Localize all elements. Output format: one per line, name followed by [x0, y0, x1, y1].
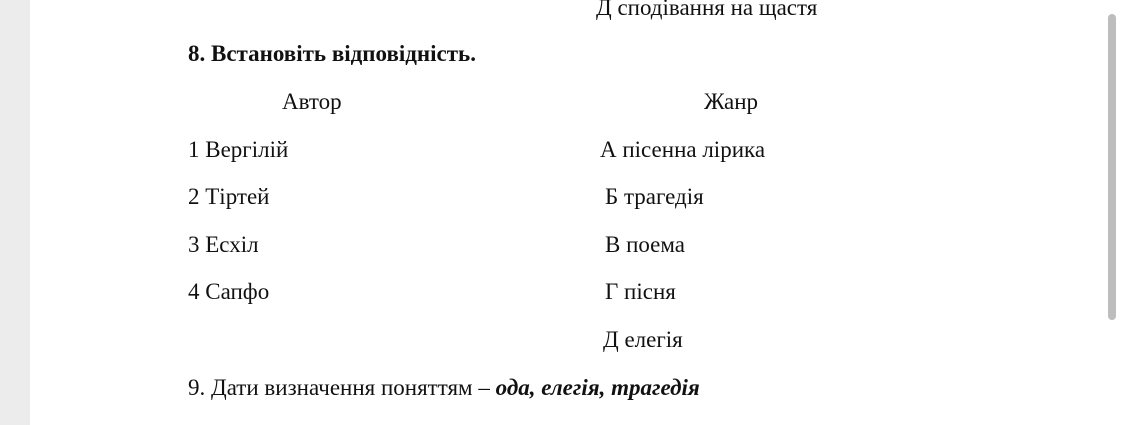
- author-item: 2 Тіртей: [188, 184, 270, 209]
- column-header-author: Автор: [282, 89, 342, 114]
- question-8-title: 8. Встановіть відповідність.: [188, 41, 476, 66]
- genre-item: А пісенна лірика: [600, 137, 766, 162]
- author-item: 3 Есхіл: [188, 232, 259, 257]
- genre-item: В поема: [605, 232, 685, 257]
- question-9: [188, 374, 700, 402]
- author-item: 4 Сапфо: [188, 279, 270, 304]
- column-header-genre: Жанр: [704, 89, 759, 114]
- question-9-prefix: 9. Дати визначення поняттям –: [188, 375, 496, 400]
- question-9-terms: ода, елегія, трагедія: [495, 375, 700, 400]
- genre-item: Б трагедія: [605, 184, 704, 209]
- scrollbar-thumb[interactable]: [1108, 14, 1116, 320]
- previous-answer-option: Д сподівання на щастя: [596, 0, 818, 20]
- genre-item: Г пісня: [605, 279, 676, 304]
- author-item: 1 Вергілій: [188, 137, 289, 162]
- genre-item: Д елегія: [603, 327, 683, 352]
